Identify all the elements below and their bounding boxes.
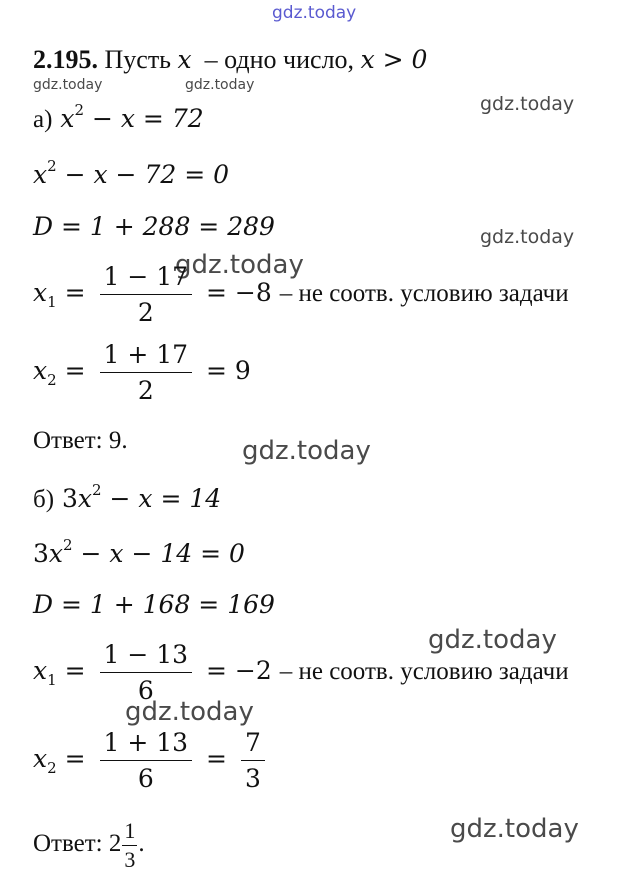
numerator: 1 + 13	[100, 728, 193, 761]
equals: =	[64, 656, 86, 685]
var-x: x	[77, 484, 93, 513]
statement-mid: – одно число,	[204, 45, 355, 74]
watermark-right-2: gdz.today	[480, 226, 575, 248]
part-a-discriminant: D = 1 + 288 = 289	[33, 212, 275, 241]
part-b-x2-simplified	[241, 728, 265, 793]
watermark-mid-1: gdz.today	[175, 250, 304, 280]
denominator: 3	[244, 764, 261, 793]
var-x: x	[48, 539, 64, 568]
answer-period: .	[138, 830, 145, 858]
answer-whole: 2	[108, 830, 122, 858]
part-a-x1-fraction	[100, 262, 193, 327]
statement-cond: x > 0	[360, 45, 428, 74]
exponent: 2	[92, 481, 102, 499]
part-b-eq1-rest: − x = 14	[109, 484, 222, 513]
part-b-label: б)	[33, 486, 55, 513]
part-a-eq1-rest: − x = 72	[91, 104, 204, 133]
part-b-coef: 3	[62, 484, 78, 513]
equals: =	[64, 278, 86, 307]
part-a-x1-result: = −8	[206, 278, 272, 307]
part-a-x2-result: = 9	[206, 356, 251, 385]
watermark-top: gdz.today	[272, 3, 357, 23]
numerator: 7	[241, 728, 265, 761]
part-a-eq2-rest: − x − 72 = 0	[64, 160, 230, 189]
part-a-x1-note: – не соотв. условию задачи	[279, 280, 569, 307]
watermark-right-1: gdz.today	[480, 93, 575, 115]
var-x: x	[33, 160, 48, 189]
part-b-coef: 3	[33, 539, 49, 568]
part-b-quadratic	[33, 536, 245, 568]
part-b-x2-fraction	[100, 728, 193, 793]
part-a-equation	[33, 101, 204, 134]
part-b-eq2-rest: − x − 14 = 0	[80, 539, 245, 568]
watermark-mid-4: gdz.today	[125, 697, 254, 727]
part-a-label: а)	[33, 106, 53, 133]
watermark-bottom: gdz.today	[450, 814, 579, 844]
part-b-answer	[33, 818, 145, 873]
part-b-x1-fraction	[100, 640, 193, 705]
numerator: 1	[122, 818, 137, 846]
exponent: 2	[63, 536, 73, 554]
watermark-mid-2: gdz.today	[242, 436, 371, 466]
numerator: 1 − 13	[100, 640, 193, 673]
part-b-x2	[33, 728, 271, 793]
part-b-equation	[33, 481, 221, 514]
equals: =	[64, 744, 86, 773]
subscript: 1	[47, 671, 57, 689]
subscript: 2	[47, 371, 57, 389]
statement-prefix: Пусть	[104, 45, 172, 74]
answer-prefix: Ответ:	[33, 830, 103, 858]
var-x: x	[33, 278, 48, 307]
part-a-x1	[33, 262, 569, 327]
exponent: 2	[47, 157, 57, 175]
var-x: x	[60, 104, 75, 133]
equals: =	[64, 356, 86, 385]
statement-var: x	[177, 45, 192, 74]
exponent: 2	[74, 101, 85, 119]
denominator: 2	[137, 376, 154, 405]
denominator: 3	[124, 847, 136, 872]
var-x: x	[33, 656, 48, 685]
part-b-x1-note: – не соотв. условию задачи	[279, 658, 569, 685]
part-a-answer: Ответ: 9.	[33, 427, 128, 454]
part-b-x1	[33, 640, 569, 705]
part-b-x1-result: = −2	[206, 656, 272, 685]
equals: =	[206, 744, 227, 773]
numerator: 1 − 17	[100, 262, 193, 295]
denominator: 6	[137, 676, 154, 705]
watermark-small-2: gdz.today	[185, 77, 255, 93]
part-b-discriminant: D = 1 + 168 = 169	[33, 590, 275, 619]
subscript: 1	[47, 293, 57, 311]
var-x: x	[33, 744, 48, 773]
problem-number: 2.195.	[33, 45, 98, 74]
subscript: 2	[47, 759, 57, 777]
watermark-mid-3: gdz.today	[428, 625, 557, 655]
var-x: x	[33, 356, 48, 385]
watermark-small-1: gdz.today	[33, 77, 103, 93]
part-a-x2	[33, 340, 251, 405]
problem-header	[33, 45, 427, 75]
denominator: 2	[137, 298, 154, 327]
numerator: 1 + 17	[100, 340, 193, 373]
answer-fraction	[122, 818, 137, 873]
part-a-quadratic	[33, 157, 229, 189]
part-a-x2-fraction	[100, 340, 193, 405]
denominator: 6	[137, 764, 154, 793]
